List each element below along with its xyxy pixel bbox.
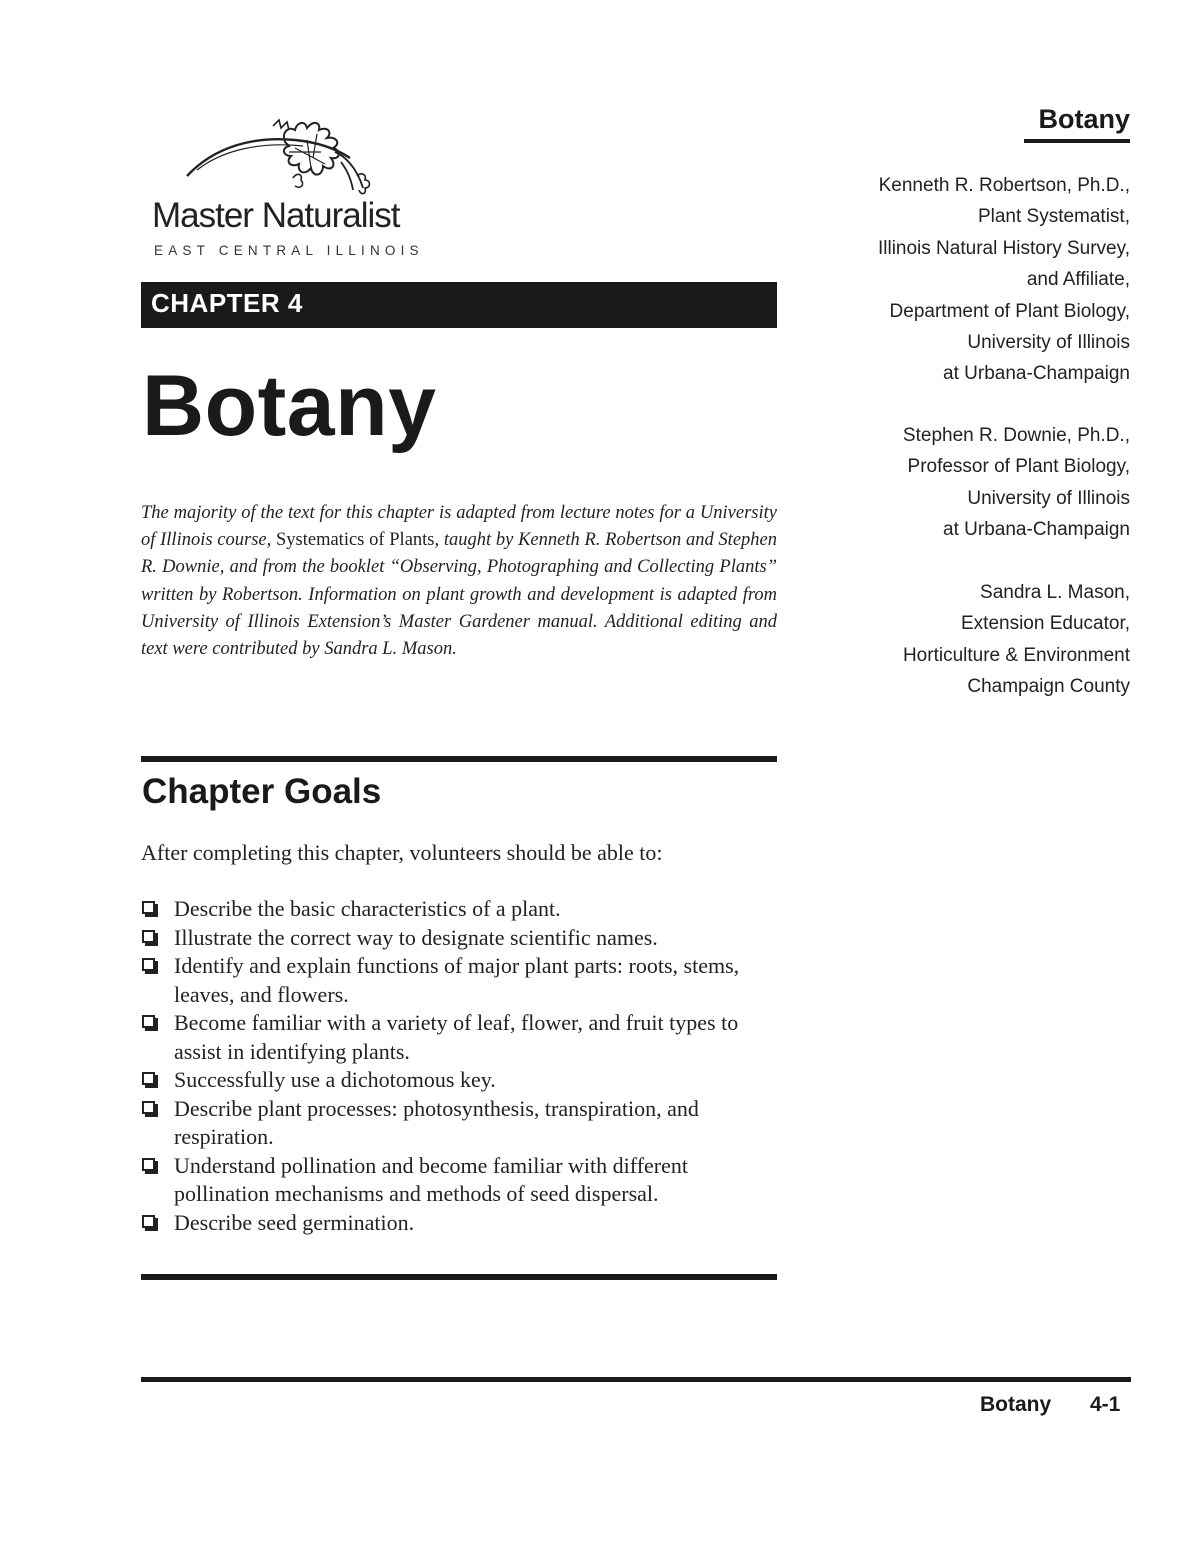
author-line: Kenneth R. Robertson, Ph.D.,	[878, 175, 1130, 196]
author-line: and Affiliate,	[1026, 269, 1130, 291]
oak-leaf-icon	[185, 118, 375, 200]
footer-divider	[141, 1377, 1131, 1382]
author-line: Extension Educator,	[961, 613, 1130, 635]
goals-list	[141, 895, 781, 1237]
checkbox-icon	[142, 958, 155, 971]
checkbox-icon	[142, 930, 155, 943]
author-line: at Urbana-Champaign	[943, 519, 1130, 541]
goal-item: Become familiar with a variety of leaf, flower, and fruit types to assist in identifying plants.	[141, 1009, 781, 1066]
goal-item: Illustrate the correct way to designate scientific names.	[141, 924, 781, 953]
author-line: Sandra L. Mason,	[980, 582, 1130, 603]
divider	[141, 756, 777, 762]
chapter-label: CHAPTER 4	[151, 288, 303, 318]
chapter-bar	[141, 282, 777, 328]
goal-item: Understand pollination and become familiar with different pollination mechanisms and methods of seed dispersal.	[141, 1152, 781, 1209]
author-line: Stephen R. Downie, Ph.D.,	[902, 425, 1130, 446]
checkbox-icon	[142, 1072, 155, 1085]
author-block	[710, 577, 1130, 703]
divider	[141, 1274, 777, 1280]
chapter-title: Botany	[142, 358, 437, 454]
checkbox-icon	[142, 1015, 155, 1028]
sidebar-title-underline	[1024, 139, 1130, 143]
intro-text-2: taught by Kenneth R. Robertson and Stephen R. Downie, and from the booklet “Observing, Photographing and Collecting Plants” written by Robertson. Information on plant growth and development is adapted from University of Illinois Extension’s Master Gardener manual. Additional editing and text were contributed by Sandra L. Mason.	[141, 530, 777, 660]
goals-heading: Chapter Goals	[142, 772, 382, 811]
author-line: Plant Systematist,	[977, 206, 1130, 228]
checkbox-icon	[142, 1215, 155, 1228]
author-block	[710, 420, 1130, 546]
sidebar-title: Botany	[1038, 104, 1130, 134]
checkbox-icon	[142, 1158, 155, 1171]
author-line: Horticulture & Environment	[902, 644, 1130, 666]
author-block	[710, 170, 1130, 390]
author-line: University of Illinois	[967, 487, 1130, 509]
goals-intro: After completing this chapter, volunteers should be able to:	[141, 840, 663, 865]
author-line: Champaign County	[967, 676, 1130, 698]
author-line: at Urbana-Champaign	[943, 363, 1130, 385]
checkbox-icon	[142, 1101, 155, 1114]
goal-item: Describe the basic characteristics of a plant.	[141, 895, 781, 924]
author-line: Department of Plant Biology,	[889, 300, 1130, 322]
intro-paragraph	[141, 500, 777, 663]
author-line: Illinois Natural History Survey,	[877, 237, 1130, 259]
logo-subtitle: EAST CENTRAL ILLINOIS	[154, 243, 424, 258]
checkbox-icon	[142, 901, 155, 914]
author-line: University of Illinois	[967, 332, 1130, 354]
author-line: Professor of Plant Biology,	[907, 456, 1130, 478]
logo-title: Master Naturalist	[152, 196, 400, 235]
goal-item: Describe seed germination.	[141, 1209, 781, 1238]
footer-label: Botany	[980, 1393, 1052, 1416]
goal-item: Successfully use a dichotomous key.	[141, 1066, 781, 1095]
intro-text-1: The majority of the text for this chapter is adapted from lecture notes for a University of Illinois course,	[141, 503, 777, 551]
page-number: 4-1	[1090, 1393, 1121, 1416]
goal-item: Describe plant processes: photosynthesis, transpiration, and respiration.	[141, 1095, 781, 1152]
intro-course-title: Systematics of Plants,	[271, 530, 440, 551]
goal-item: Identify and explain functions of major plant parts: roots, stems, leaves, and flowers.	[141, 952, 781, 1009]
